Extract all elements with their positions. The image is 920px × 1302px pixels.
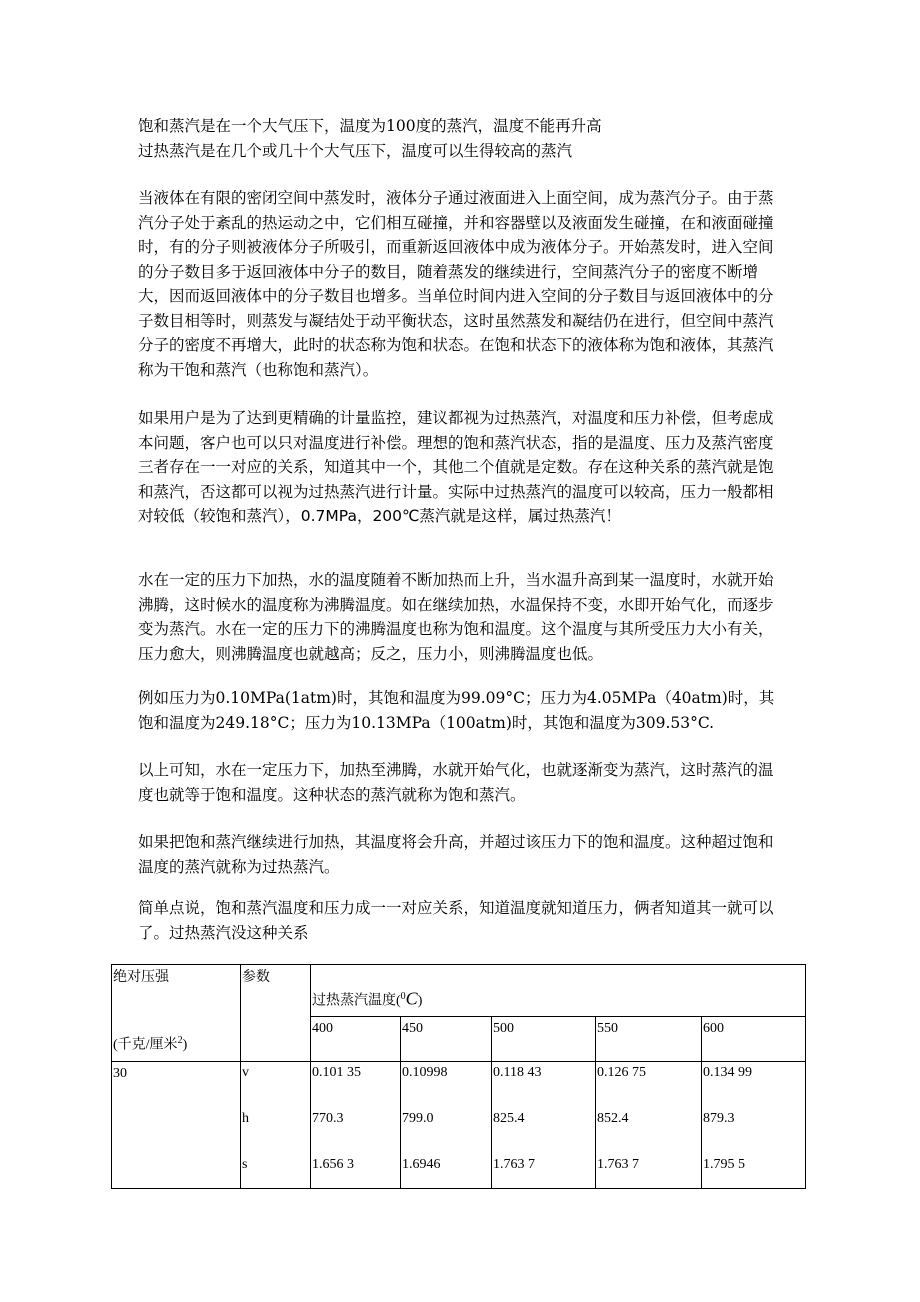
value-s-400: 1.656 3 bbox=[312, 1157, 354, 1172]
value-v-500: 0.118 43 bbox=[493, 1065, 542, 1080]
value-cell-550 bbox=[596, 1062, 702, 1189]
superheated-steam-table bbox=[111, 964, 806, 1189]
value-v-450: 0.10998 bbox=[402, 1065, 448, 1080]
paragraph-metering-advice bbox=[138, 406, 788, 529]
temp-header-500: 500 bbox=[493, 1020, 514, 1036]
header-temp-cell bbox=[311, 965, 806, 1017]
paragraph-summary: 简单点说，饱和蒸汽温度和压力成一一对应关系，知道温度就知道压力，俩者知道其一就可以了。过热蒸汽没这种关系 bbox=[138, 899, 774, 942]
param-s: s bbox=[242, 1157, 248, 1172]
value-cell-400 bbox=[311, 1062, 401, 1189]
header-pressure-label: 绝对压强 bbox=[113, 970, 169, 985]
row-param-cell bbox=[241, 1062, 311, 1189]
value-cell-500 bbox=[492, 1062, 596, 1189]
paragraph-saturation-process: 当液体在有限的密闭空间中蒸发时，液体分子通过液面进入上面空间，成为蒸汽分子。由于蒸汽分子处于紊乱的热运动之中，它们相互碰撞，并和容器壁以及液面发生碰撞，在和液面碰撞时，有的分子则被液体分子所吸引，而重新返回液体中成为液体分子。开始蒸发时，进入空间的分子数目多于返回液体中分子的数目，随着蒸发的继续进行，空间蒸汽分子的密度不断增大，因而返回液体中的分子数目也增多。当单位时间内进入空间的分子数目与返回液体中的分子数目相等时，则蒸发与凝结处于动平衡状态，这时虽然蒸发和凝结仍在进行，但空间中蒸汽分子的密度不再增大，此时的状态称为饱和状态。在饱和状态下的液体称为饱和液体，其蒸汽称为干饱和蒸汽（也称饱和蒸汽）。 bbox=[138, 189, 774, 379]
temp-header-450: 450 bbox=[402, 1020, 423, 1036]
value-h-450: 799.0 bbox=[402, 1111, 434, 1126]
temp-header-400: 400 bbox=[312, 1020, 333, 1036]
value-h-500: 825.4 bbox=[493, 1111, 525, 1126]
header-param-label: 参数 bbox=[242, 970, 270, 985]
temp-header-600: 600 bbox=[703, 1020, 724, 1036]
value-h-400: 770.3 bbox=[312, 1111, 344, 1126]
intro-line-2: 过热蒸汽是在几个或几十个大气压下，温度可以生得较高的蒸汽 bbox=[138, 142, 573, 160]
value-s-450: 1.6946 bbox=[402, 1157, 441, 1172]
value-v-400: 0.101 35 bbox=[312, 1065, 361, 1080]
header-param-cell bbox=[241, 965, 311, 1062]
temp-header-550: 550 bbox=[597, 1020, 618, 1036]
paragraph-metering-main: 如果用户是为了达到更精确的计量监控，建议都视为过热蒸汽，对温度和压力补偿，但考虑成本问题，客户也可以只对温度进行补偿。理想的饱和蒸汽状态，指的是温度、压力及蒸汽密度三者存在一一对应的关系，知道其中一个，其他二个值就是定数。存在这种关系的蒸汽就是饱和蒸汽，否这都可以视为过热蒸汽进行计量。实际中过热蒸汽的温度可以较高，压力一般都相对较低（较饱和蒸汽）， bbox=[138, 409, 774, 525]
intro-line-1: 饱和蒸汽是在一个大气压下，温度为100度的蒸汽，温度不能再升高 bbox=[138, 117, 602, 135]
param-h: h bbox=[242, 1111, 249, 1126]
paragraph-superheat-definition: 如果把饱和蒸汽继续进行加热，其温度将会升高，并超过该压力下的饱和温度。这种超过饱和温度的蒸汽就称为过热蒸汽。 bbox=[138, 833, 774, 876]
value-s-600: 1.795 5 bbox=[703, 1157, 745, 1172]
header-temp-label: 过热蒸汽温度($^0$C) bbox=[312, 988, 423, 1009]
value-v-550: 0.126 75 bbox=[597, 1065, 646, 1080]
value-cell-450 bbox=[401, 1062, 492, 1189]
row-pressure-value: 30 bbox=[113, 1066, 127, 1081]
paragraph-examples: 例如压力为0.10MPa(1atm)时，其饱和温度为99.09°C；压力为4.05MPa（40atm)时，其饱和温度为249.18°C；压力为10.13MPa（100atm)时，其饱和温度为309.53°C. bbox=[138, 689, 775, 732]
paragraph-boiling: 水在一定的压力下加热，水的温度随着不断加热而上升，当水温升高到某一温度时，水就开始沸腾，这时候水的温度称为沸腾温度。如在继续加热，水温保持不变，水即开始气化，而逐步变为蒸汽。水在一定的压力下的沸腾温度也称为饱和温度。这个温度与其所受压力大小有关，压力愈大，则沸腾温度也就越高；反之，压力小，则沸腾温度也低。 bbox=[138, 571, 774, 663]
param-v: v bbox=[242, 1065, 249, 1080]
value-h-550: 852.4 bbox=[597, 1111, 629, 1126]
header-pressure-cell bbox=[112, 965, 241, 1062]
paragraph-conclusion: 以上可知，水在一定压力下，加热至沸腾，水就开始气化，也就逐渐变为蒸汽，这时蒸汽的温度也就等于饱和温度。这种状态的蒸汽就称为饱和蒸汽。 bbox=[138, 761, 774, 804]
paragraph-metering-tail: 0.7MPa，200℃蒸汽就是这样，属过热蒸汽！ bbox=[300, 507, 621, 525]
value-cell-600 bbox=[702, 1062, 806, 1189]
row-pressure-cell bbox=[112, 1062, 241, 1189]
value-s-550: 1.763 7 bbox=[597, 1157, 639, 1172]
table-row bbox=[112, 1062, 806, 1189]
value-h-600: 879.3 bbox=[703, 1111, 735, 1126]
value-v-600: 0.134 99 bbox=[703, 1065, 752, 1080]
header-pressure-unit: (千克/厘米$^2$) bbox=[113, 1035, 188, 1053]
value-s-500: 1.763 7 bbox=[493, 1157, 535, 1172]
